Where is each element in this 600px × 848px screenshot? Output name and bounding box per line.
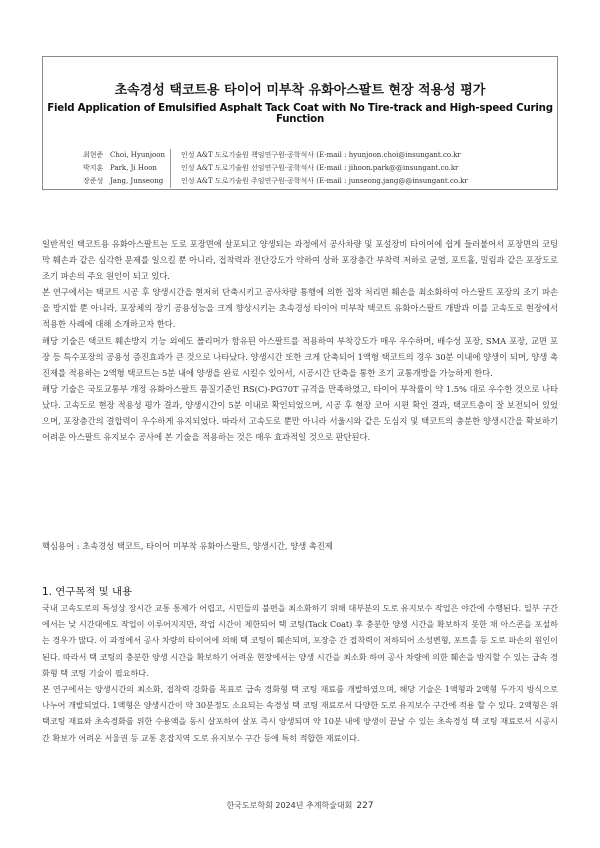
paper-title-korean: 초속경성 택코트용 타이어 미부착 유화아스팔트 현장 적용성 평가 <box>114 83 486 98</box>
author-name-korean: 장준성 <box>83 177 104 185</box>
author-name-korean: 최현준 <box>83 151 104 159</box>
author-name-english: Jang, Junseong <box>110 177 164 185</box>
section-heading: 1. 연구목적 및 내용 <box>42 586 133 598</box>
paper-title-english: Field Application of Emulsified Asphalt Tack Coat with No Tire-track and High-speed Curing Function <box>47 103 553 125</box>
author-row <box>83 149 468 162</box>
author-affiliation: 인성 A&T 도로기술원 선임연구원·공학석사 (E-mail : jihoon.park@@insungant.co.kr <box>170 162 458 175</box>
body-paragraph: 본 연구에서는 양생시간의 최소화, 접착력 강화를 목표로 급속 경화형 택 코팅 재료를 개발하였으며, 해당 기술은 1액형과 2액형 두가지 방식으로 나누어 개발되었다. 1액형은 양생시간이 약 30분정도 소요되는 속경성 택 코팅 재료로서 다양한 도로 유지보수 구간에 적용 할 수 있다. 2액형은 위 택코팅 재료와 초속경화를 위한 수용액을 동시 살포하여 살포 즉시 양생되며 약 10분 내에 양생이 끝날 수 있는 초속경성 택 코팅 재료로서 시공시간 확보가 어려운 서울권 등 교통 혼잡지역 도로 유지보수 구간 등에 특히 적합한 재료이다. <box>42 684 558 743</box>
author-affiliation: 인성 A&T 도로기술원 책임연구원·공학석사 (E-mail : hyunjoon.choi@insungant.co.kr <box>170 149 461 162</box>
author-row <box>83 162 468 175</box>
body-paragraph: 국내 고속도로의 특성상 장시간 교통 통제가 어렵고, 시민들의 불편을 최소화하기 위해 대부분의 도로 유지보수 작업은 야간에 수행된다. 일부 구간에서는 낮 시간대에도 작업이 이루어지지만, 작업 시간이 제한되어 택 코팅(Tack Coat) 후 충분한 양생 시간을 확보하지 못한 채 아스콘을 포설하는 경우가 많다. 이 과정에서 공사 차량의 타이어에 의해 택 코팅이 훼손되며, 포장층 간 접착력이 저하되어 소성변형, 포트홀 등 도로 파손의 원인이 된다. 따라서 택 코팅의 충분한 양생 시간을 확보하기 어려운 현장에서는 양생 시간을 최소화 하여 공사 차량에 의한 훼손을 방지할 수 있는 급속 경화형 택 코팅 기술이 필요하다. <box>42 603 558 678</box>
abstract-paragraph: 일반적인 택코트용 유화아스팔트는 도로 포장면에 살포되고 양생되는 과정에서 공사차량 및 포설장비 타이어에 쉽게 들러붙어서 포장면의 코팅막 훼손과 같은 심각한 문제를 일으킬 뿐 아니라, 접착력과 전단강도가 약하여 상하 포장층간 부착력 저하로 균열, 포트홀, 밀림과 같은 포장도로 조기 파손의 주요 원인이 되고 있다. <box>42 239 558 282</box>
abstract-paragraph: 해당 기술은 택코트 훼손방지 기능 외에도 폴리머가 함유된 아스팔트를 적용하여 부착강도가 매우 우수하며, 배수성 포장, SMA 포장, 교면 포장 등 특수포장의 공용성 증진효과가 큰 것으로 나타났다. 양생시간 또한 크게 단축되어 1액형 택코트의 경우 30분 이내에 양생이 되며, 양생 촉진제를 적용하는 2액형 택코트는 5분 내에 양생을 완료 시킬수 있어서, 시공시간 단축을 통한 조기 교통개방을 가능하게 한다. <box>42 335 558 378</box>
author-name-english: Choi, Hyunjoon <box>110 151 165 159</box>
author-list <box>83 149 468 188</box>
author-name-english: Park, Ji Hoon <box>110 164 157 172</box>
abstract-paragraph: 본 연구에서는 택코트 시공 후 양생시간을 현저히 단축시키고 공사차량 통행에 의한 접착 처리면 훼손을 최소화하여 아스팔트 포장의 조기 파손을 방지할 뿐 아니라, 포장체의 장기 공용성능을 크게 향상시키는 초속경성 타이어 미부착 택코트 유화아스팔트 개발과 이를 고속도로 현장에서 적용한 사례에 대해 소개하고자 한다. <box>42 287 558 330</box>
author-name-korean: 박지훈 <box>83 164 104 172</box>
page-number: 227 <box>356 801 374 811</box>
keywords: 핵심용어 : 초속경성 택코트, 타이어 미부착 유화아스팔트, 양생시간, 양생 촉진제 <box>42 541 333 551</box>
section-body <box>42 600 558 746</box>
title-box <box>42 56 558 190</box>
author-row <box>83 175 468 188</box>
author-affiliation: 인성 A&T 도로기술원 주임연구원·공학석사 (E-mail : junseong.jang@@insungant.co.kr <box>170 175 468 188</box>
abstract-paragraph: 해당 기술은 국토교통부 개정 유화아스팔트 품질기준인 RS(C)-PG70T 규격을 만족하였고, 타이어 부착률이 약 1.5% 대로 우수한 것으로 나타났다. 고속도로 현장 적용성 평가 결과, 양생시간이 5분 이내로 확인되었으며, 시공 후 현장 코어 시편 확인 결과, 택코트층이 잘 보전되어 있었으며, 포장층간의 결합력이 우수하게 유지되었다. 따라서 고속도로 뿐만 아니라 서울시와 같은 도심지 및 택코트의 충분한 양생시간을 확보하기 어려운 아스팔트 유지보수 공사에 본 기술을 적용하는 것은 매우 효과적일 것으로 판단된다. <box>42 383 558 443</box>
page-footer <box>0 800 600 811</box>
abstract <box>42 236 558 445</box>
conference-name: 한국도로학회 2024년 추계학술대회 <box>226 801 353 810</box>
